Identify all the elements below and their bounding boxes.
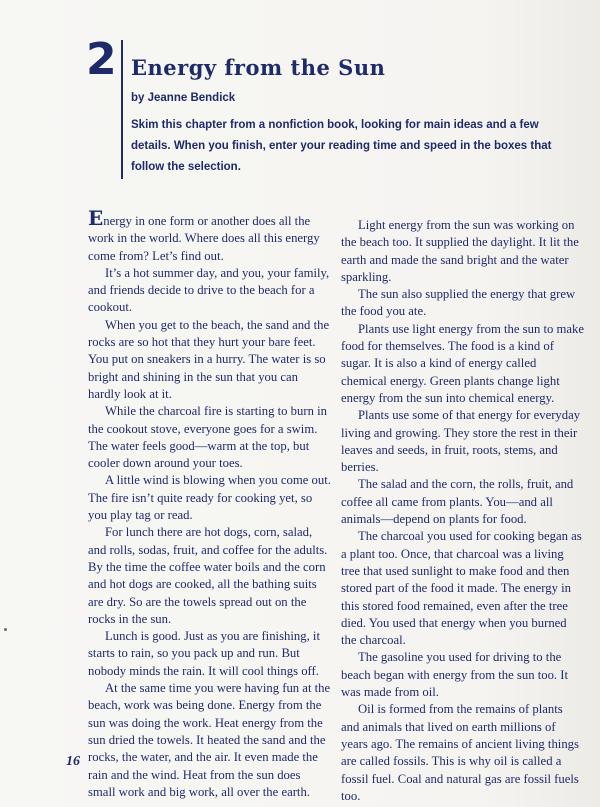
paragraph: The sun also supplied the energy that grew the food you ate.: [341, 287, 576, 319]
paragraph: It’s a hot summer day, and you, your family, and friends decide to drive to the beach for a cookout.: [88, 265, 330, 315]
byline: by Jeanne Bendick: [131, 92, 236, 104]
paragraph: The charcoal you used for cooking began as a plant too. Once, that charcoal was a living tree that used sunlight to make food and then stored part of the food it made. The energy in this stored food remained, even after the tree died. You used that energy when you burned the charcoal.: [341, 529, 582, 648]
chapter-instructions: Skim this chapter from a nonfiction book, looking for main ideas and a few details. When you finish, enter your reading time and speed in the boxes that follow the selection.: [131, 119, 552, 173]
drop-cap: E: [88, 206, 104, 230]
chapter-divider: [121, 40, 123, 179]
paragraph: A little wind is blowing when you come out. The fire isn’t quite ready for cooking yet, so you play tag or read.: [88, 473, 331, 523]
scan-speck: [4, 628, 7, 631]
paragraph: The salad and the corn, the rolls, fruit, and coffee all came from plants. You—and all animals—depend on plants for food.: [341, 477, 574, 527]
chapter-title: Energy from the Sun: [131, 55, 386, 80]
paragraph: Light energy from the sun was working on the beach too. It supplied the daylight. It lit the earth and made the sand bright and the water sparkling.: [341, 218, 579, 284]
paragraph: When you get to the beach, the sand and the rocks are so hot that they hurt your bare feet. You put on sneakers in a hurry. The water is so bright and shining in the sun that you can hardly look at it.: [88, 317, 330, 401]
opening-paragraph: [88, 208, 331, 265]
opening-paragraph-text: nergy in one form or another does all the work in the world. Where does all this energy come from? Let’s find out.: [88, 214, 320, 263]
paragraph: Plants use some of that energy for everyday living and growing. They store the rest in their leaves and seeds, in fruit, roots, stems, and berries.: [341, 408, 581, 475]
paragraph: At the same time you were having fun at the beach, work was being done. Energy from the sun was doing the work. Heat energy from the sun dried the towels. It heated the sand and the rocks, the water, and the air. It even made the rain and the wind. Heat from the sun does small work and big work, all over the earth.: [88, 681, 331, 799]
left-column: [88, 208, 331, 801]
paragraph: For lunch there are hot dogs, corn, salad, and rolls, sodas, fruit, and coffee for the adults. By the time the coffee water boils and the corn and hot dogs are cooked, all the bathing suits are dry. So are the towels spread out on the rocks in the sun.: [88, 525, 328, 626]
paragraph: Lunch is good. Just as you are finishing, it starts to rain, so you pack up and run. But nobody minds the rain. It will cool things off.: [88, 629, 320, 678]
paragraph: Plants use light energy from the sun to make food for themselves. The food is a kind of sugar. It is also a kind of energy called chemical energy. Green plants change light energy from the sun into chemical energy.: [341, 321, 584, 405]
paragraph: The gasoline you used for driving to the beach began with energy from the sun too. It was made from oil.: [341, 650, 569, 700]
chapter-number: 2: [86, 34, 117, 85]
paragraph: While the charcoal fire is starting to burn in the cookout stove, everyone goes for a swim. The water feels good—warm at the top, but cooler down around your toes.: [88, 404, 327, 471]
paragraph: Oil is formed from the remains of plants and animals that lived on earth millions of years ago. The remains of ancient living things are called fossils. This is why oil is called a fossil fuel. Coal and natural gas are fossil fuels too.: [341, 702, 579, 803]
page-number: 16: [66, 754, 80, 769]
right-column: [341, 217, 584, 805]
